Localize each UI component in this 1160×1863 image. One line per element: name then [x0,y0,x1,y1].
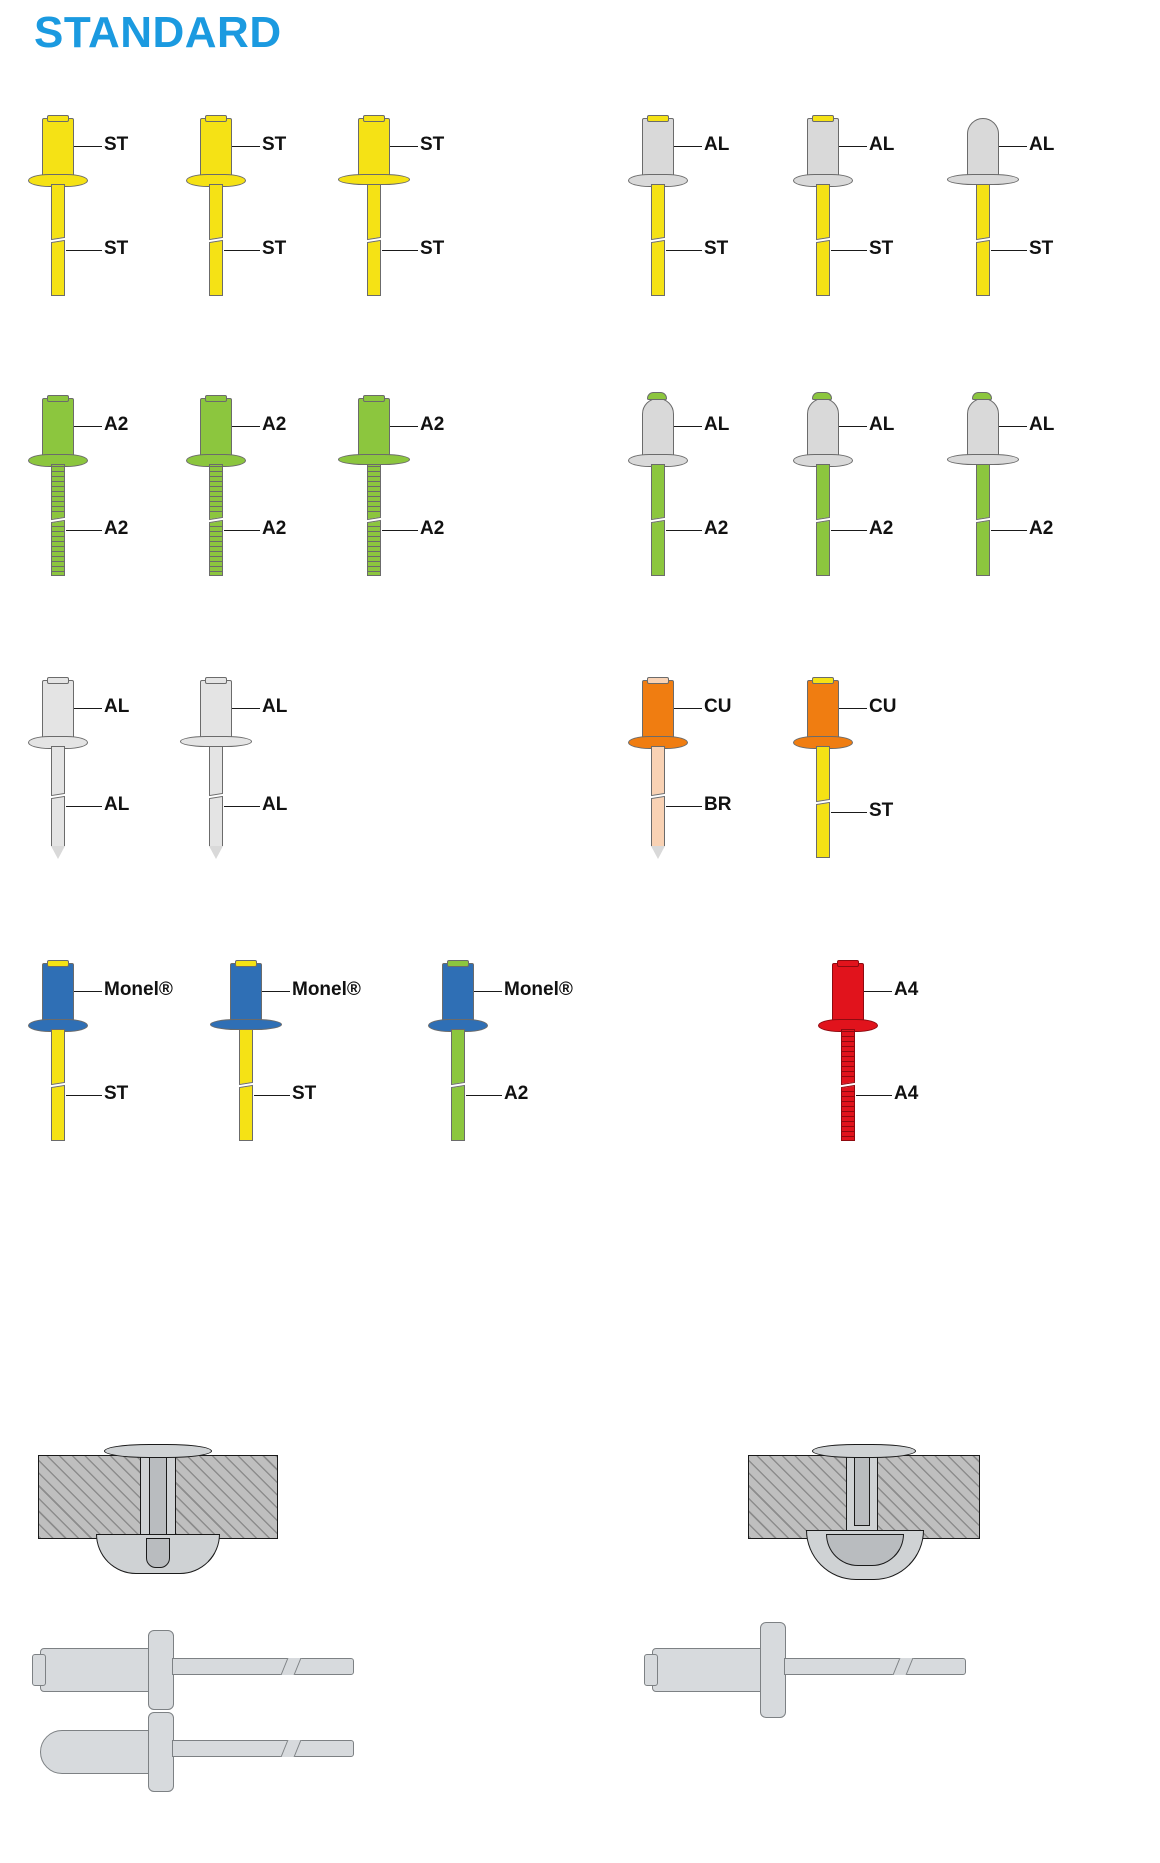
rivet-body-label: ST [262,238,287,259]
rivet-bore [854,1456,870,1526]
rivet-head-label: Monel® [504,979,573,1000]
rivet-head-notch [647,115,669,122]
leader-line [999,426,1027,427]
leader-line [839,146,867,147]
rivet-body-label: A2 [104,518,129,539]
rivet-head-notch [812,392,832,400]
leader-line [382,530,418,531]
mandrel-knurling [210,466,222,516]
rivet-head-notch [47,960,69,967]
rivet-head-notch [812,115,834,122]
rivet-body-label: A4 [894,1083,919,1104]
leader-line [74,708,102,709]
leader-line [831,530,867,531]
leader-line [666,806,702,807]
rivet-head-label: Monel® [104,979,173,1000]
rivet-body-label: ST [104,1083,129,1104]
rivet-head-label: AL [704,134,730,155]
rivet-head-notch [205,115,227,122]
rivet-body-label: A2 [1029,518,1054,539]
rivet-mandrel [172,1740,292,1757]
rivet-monel-st-2 [208,955,361,1155]
rivet-al-al-2 [178,672,328,872]
rivet-body-label: ST [1029,238,1054,259]
leader-line [474,991,502,992]
rivet-head-label: A2 [420,414,445,435]
rivet-a2-a2-2 [178,390,328,590]
rivet-head-notch [647,392,667,400]
leader-line [66,250,102,251]
rivet-shank [652,1648,764,1692]
leader-line [66,1095,102,1096]
mandrel-knurling [52,526,64,576]
rivet-head-section [812,1444,916,1458]
rivet-body-label: A2 [869,518,894,539]
rivet-head [832,963,864,1025]
leader-line [232,426,260,427]
rivet-head-label: A2 [262,414,287,435]
rivet-st-st-3 [336,110,486,310]
mandrel-knurling [842,1091,854,1141]
rivet-st-st-2 [178,110,328,310]
mandrel-tip [651,832,665,846]
rivet-shank [40,1730,152,1774]
rivet-mandrel [172,1658,292,1675]
rivet-head [42,680,74,742]
leader-line [74,991,102,992]
rivet-flange [760,1622,786,1718]
rivet-head-notch [205,677,227,684]
rivet-al-st-2 [785,110,935,310]
rivet-head-notch [837,960,859,967]
leader-line [674,146,702,147]
leader-line [466,1095,502,1096]
rivet-head [807,118,839,180]
leader-line [864,991,892,992]
leader-line [831,812,867,813]
mandrel-knurling [368,466,380,516]
leader-line [839,708,867,709]
leader-line [74,426,102,427]
leader-line [254,1095,290,1096]
rivet-al-st-1 [620,110,770,310]
rivet-mandrel-tail [292,1658,354,1675]
mandrel-knurling [210,526,222,576]
page-title: STANDARD [34,8,282,57]
rivet-head-label: Monel® [292,979,361,1000]
rivet-head-notch [47,677,69,684]
leader-line [224,806,260,807]
rivet-al-al-1 [20,672,170,872]
rivet-head-notch [972,392,992,400]
rivet-st-st-1 [20,110,170,310]
rivet-head-label: AL [1029,414,1055,435]
rivet-body-label: BR [704,794,732,815]
rivet-body-label: A2 [504,1083,529,1104]
rivet-head [642,118,674,180]
rivet-head-label: CU [704,696,732,717]
mandrel-knurling [52,466,64,516]
leader-line [839,426,867,427]
rivet-head [967,398,999,460]
rivet-head-notch [363,115,385,122]
rivet-head-label: AL [1029,134,1055,155]
leader-line [674,708,702,709]
rivet-mandrel-tail [904,1658,966,1675]
rivet-head [200,680,232,742]
rivet-head-label: ST [262,134,287,155]
rivet-head [807,398,839,460]
rivet-body-label: ST [869,238,894,259]
rivet-head [42,963,74,1025]
rivet-head [642,398,674,460]
rivet-head-notch [647,677,669,684]
closing-head-bore [146,1538,170,1568]
rivet-head [358,118,390,180]
rivet-mandrel [784,1658,904,1675]
rivet-cu-st [785,672,935,872]
rivet-a2-a2-1 [20,390,170,590]
rivet-body-label: ST [704,238,729,259]
rivet-head-label: A4 [894,979,919,1000]
rivet-head-label: A2 [104,414,129,435]
mandrel-knurling [368,526,380,576]
rivet-head [42,398,74,460]
rivet-head-section [104,1444,212,1458]
rivet-body-label: ST [104,238,129,259]
technical-illustrations [0,1430,1160,1860]
leader-line [232,708,260,709]
rivet-body-label: A2 [262,518,287,539]
rivet-shank-end [644,1654,658,1686]
mandrel-tip [51,832,65,846]
rivet-head-label: AL [104,696,130,717]
rivet-body-label: A2 [420,518,445,539]
mandrel-knurling [842,1031,854,1081]
rivet-head-notch [47,395,69,402]
leader-line [666,530,702,531]
leader-line [232,146,260,147]
rivet-head [807,680,839,742]
rivet-body-label: ST [869,800,894,821]
leader-line [390,426,418,427]
rivet-head-label: ST [104,134,129,155]
rivet-shank-end [32,1654,46,1686]
rivet-head-label: AL [869,414,895,435]
rivet-head-notch [47,115,69,122]
rivet-head [200,118,232,180]
rivet-head-label: AL [704,414,730,435]
leader-line [66,806,102,807]
leader-line [262,991,290,992]
rivet-head-label: ST [420,134,445,155]
leader-line [991,250,1027,251]
rivet-a4-a4 [810,955,960,1155]
rivet-bore [149,1456,167,1542]
rivet-a2-a2-3 [336,390,486,590]
rivet-body-label: ST [420,238,445,259]
rivet-head [200,398,232,460]
rivet-monel-a2 [420,955,573,1155]
leader-line [224,530,260,531]
rivet-head-label: AL [869,134,895,155]
rivet-head [967,118,999,180]
rivet-head-notch [447,960,469,967]
rivet-shank [40,1648,152,1692]
leader-line [382,250,418,251]
rivet-head [442,963,474,1025]
rivet-head-notch [235,960,257,967]
leader-line [991,530,1027,531]
rivet-monel-st-1 [20,955,173,1155]
rivet-flange [148,1712,174,1792]
rivet-body-label: ST [292,1083,317,1104]
rivet-mandrel-tail [292,1740,354,1757]
leader-line [74,146,102,147]
rivet-al-a2-2 [785,390,935,590]
rivet-head-label: AL [262,696,288,717]
leader-line [390,146,418,147]
leader-line [66,530,102,531]
rivet-head-notch [205,395,227,402]
rivet-flange [148,1630,174,1710]
rivet-head [42,118,74,180]
rivet-head [358,398,390,460]
rivet-al-a2-3 [945,390,1095,590]
rivet-head-notch [363,395,385,402]
rivet-head [642,680,674,742]
rivet-head [230,963,262,1025]
rivet-al-st-3 [945,110,1095,310]
leader-line [831,250,867,251]
rivet-cu-br [620,672,770,872]
rivet-head-notch [812,677,834,684]
rivet-al-a2-1 [620,390,770,590]
leader-line [856,1095,892,1096]
rivet-body-label: A2 [704,518,729,539]
leader-line [674,426,702,427]
leader-line [999,146,1027,147]
rivet-body-label: AL [104,794,130,815]
leader-line [666,250,702,251]
rivet-body-label: AL [262,794,288,815]
leader-line [224,250,260,251]
mandrel-tip [209,832,223,846]
rivet-head-label: CU [869,696,897,717]
